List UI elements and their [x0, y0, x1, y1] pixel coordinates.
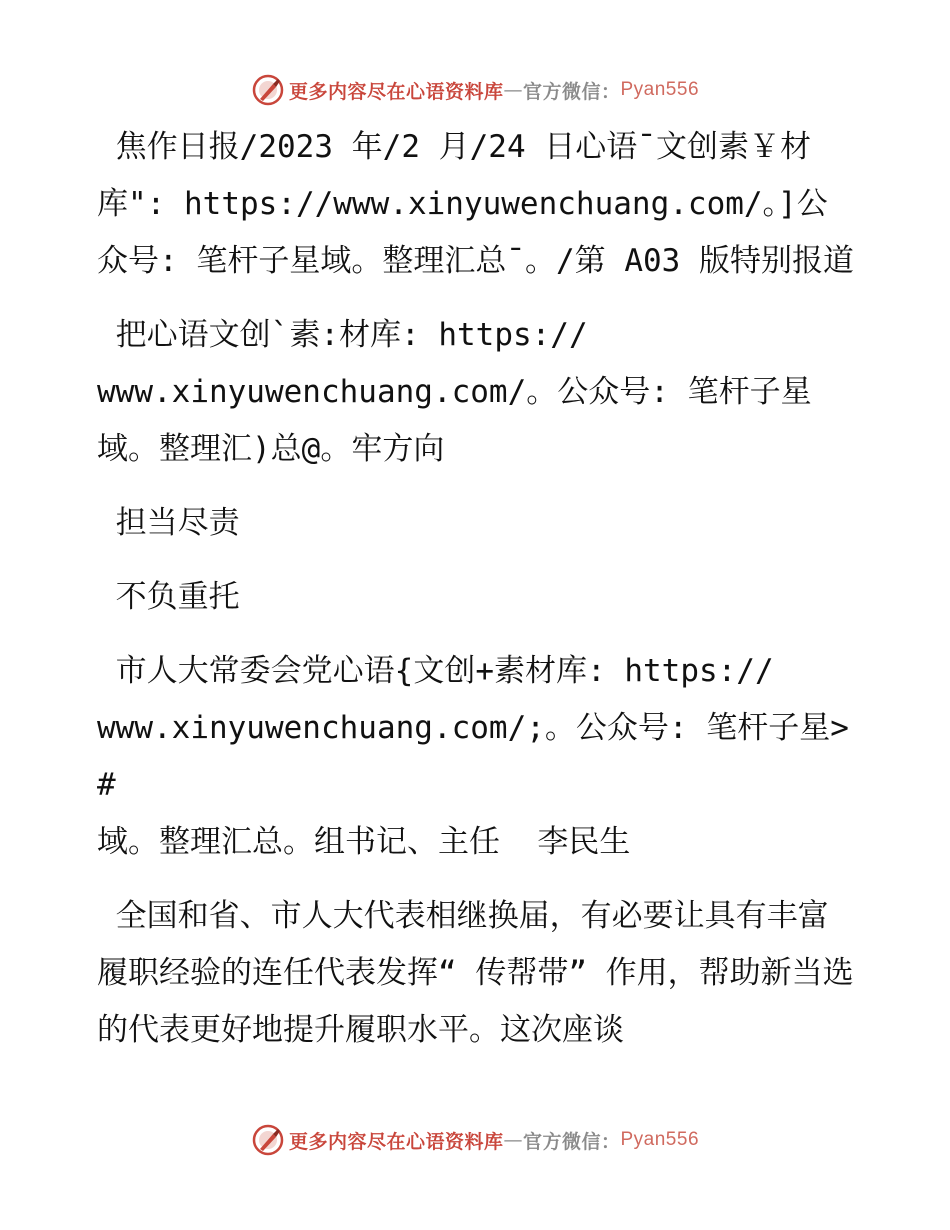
- paragraph-heading-2: 担当尽责: [97, 505, 240, 541]
- document-body: [97, 119, 857, 1076]
- pen-logo-icon: [251, 1123, 285, 1157]
- banner-dash: —: [503, 79, 523, 101]
- banner-wechat-id: Pyan556: [620, 1129, 700, 1150]
- pen-logo-icon: [251, 73, 285, 107]
- paragraph-source-line: 焦作日报/2023 年/2 月/24 日心语¯文创素￥材库": https://www.xinyuwenchuang.com/。]公众号: 笔杆子星域。整理汇总¯。/第 A03 版特别报道: [97, 129, 854, 279]
- banner-dash: —: [503, 1129, 523, 1151]
- banner-brand-text: 更多内容尽在心语资料库: [288, 80, 504, 103]
- header-watermark-banner: [0, 70, 950, 110]
- banner-official-label: 官方微信：: [522, 80, 621, 103]
- banner-official-label: 官方微信：: [522, 1130, 621, 1153]
- paragraph-author-line: 市人大常委会党心语{文创+素材库: https:// www.xinyuwenchuang.com/;。公众号: 笔杆子星># 域。整理汇总。组书记、主任 李民生: [97, 653, 849, 860]
- banner-wechat-id: Pyan556: [620, 79, 700, 100]
- paragraph-heading-3: 不负重托: [97, 579, 240, 615]
- paragraph-heading-1: 把心语文创`素:材库: https:// www.xinyuwenchuang.com/。公众号: 笔杆子星 域。整理汇)总@。牢方向: [97, 317, 812, 467]
- footer-watermark-banner: [0, 1120, 950, 1160]
- banner-brand-text: 更多内容尽在心语资料库: [288, 1130, 504, 1153]
- paragraph-body: 全国和省、市人大代表相继换届，有必要让具有丰富履职经验的连任代表发挥“ 传帮带” 作用，帮助新当选的代表更好地提升履职水平。这次座谈: [97, 898, 854, 1048]
